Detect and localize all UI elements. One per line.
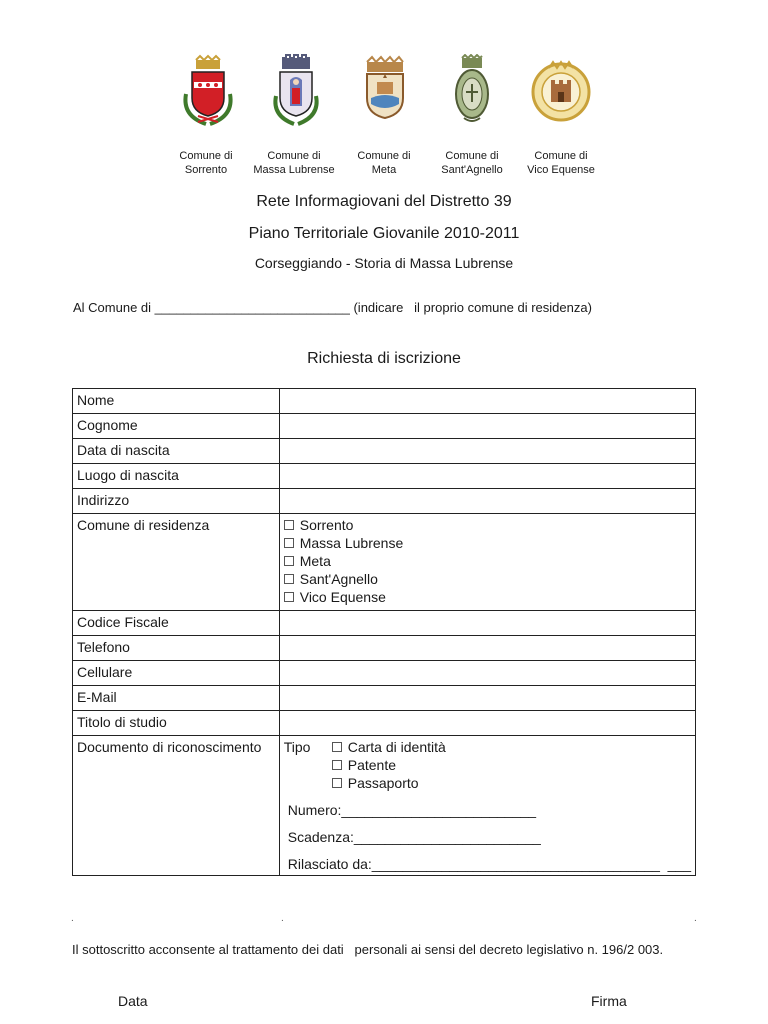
option-massa-lubrense[interactable]: Massa Lubrense	[284, 534, 691, 552]
document-type-options	[332, 738, 446, 792]
checkbox-icon[interactable]	[284, 574, 294, 584]
option-santagnello[interactable]: Sant'Agnello	[284, 570, 691, 588]
vico-equense-coat-of-arms	[529, 54, 593, 130]
crest-caption-vico-equense: Comune di Vico Equense	[527, 150, 595, 176]
label-comune-residenza: Comune di residenza	[73, 514, 280, 611]
registration-form	[72, 388, 696, 876]
label-titolo-studio: Titolo di studio	[73, 711, 280, 736]
network-title: Rete Informagiovani del Distretto 39	[256, 193, 512, 210]
table-edge-mark: .	[694, 913, 697, 924]
label-cellulare: Cellulare	[73, 661, 280, 686]
checkbox-icon[interactable]	[332, 778, 342, 788]
santagnello-coat-of-arms	[440, 54, 504, 130]
crest-caption-meta: Comune di Meta	[357, 150, 411, 176]
field-telefono[interactable]	[279, 636, 695, 661]
label-codice-fiscale: Codice Fiscale	[73, 611, 280, 636]
field-luogo-nascita[interactable]	[279, 464, 695, 489]
label-data-nascita: Data di nascita	[73, 439, 280, 464]
massa-lubrense-coat-of-arms	[264, 54, 328, 130]
table-edge-mark: .	[71, 913, 74, 924]
project-title: Corseggiando - Storia di Massa Lubrense	[254, 255, 514, 271]
field-comune-residenza	[279, 514, 695, 611]
label-documento: Documento di riconoscimento	[73, 736, 280, 876]
form-row-comune-residenza	[73, 514, 696, 611]
form-row-titolo-studio	[73, 711, 696, 736]
label-indirizzo: Indirizzo	[73, 489, 280, 514]
crest-caption-sorrento: Comune di Sorrento	[179, 150, 233, 176]
document-number-line[interactable]: Numero:_________________________	[287, 802, 537, 818]
field-cellulare[interactable]	[279, 661, 695, 686]
addressee-line: Al Comune di ___________________________ (indicare il proprio comune di residenza)	[73, 300, 592, 315]
option-vico-equense[interactable]: Vico Equense	[284, 588, 691, 606]
form-row-cellulare	[73, 661, 696, 686]
form-row-nome	[73, 389, 696, 414]
document-type-group	[284, 738, 691, 792]
field-indirizzo[interactable]	[279, 489, 695, 514]
label-email: E-Mail	[73, 686, 280, 711]
crest-caption-santagnello: Comune di Sant'Agnello	[441, 150, 503, 176]
plan-title: Piano Territoriale Giovanile 2010-2011	[248, 225, 520, 242]
meta-coat-of-arms	[353, 54, 417, 130]
table-edge-mark: .	[281, 913, 284, 924]
form-row-cognome	[73, 414, 696, 439]
label-tipo: Tipo	[283, 739, 311, 755]
field-codice-fiscale[interactable]	[279, 611, 695, 636]
label-nome: Nome	[73, 389, 280, 414]
option-patente[interactable]: Patente	[332, 756, 446, 774]
field-email[interactable]	[279, 686, 695, 711]
sorrento-coat-of-arms	[176, 54, 240, 130]
label-luogo-nascita: Luogo di nascita	[73, 464, 280, 489]
form-row-email	[73, 686, 696, 711]
option-passaporto[interactable]: Passaporto	[332, 774, 446, 792]
form-row-codice-fiscale	[73, 611, 696, 636]
label-cognome: Cognome	[73, 414, 280, 439]
option-carta-identita[interactable]: Carta di identità	[332, 738, 446, 756]
checkbox-icon[interactable]	[284, 520, 294, 530]
checkbox-icon[interactable]	[332, 760, 342, 770]
checkbox-icon[interactable]	[284, 538, 294, 548]
crest-caption-massa-lubrense: Comune di Massa Lubrense	[253, 150, 335, 176]
form-row-documento	[73, 736, 696, 876]
form-row-telefono	[73, 636, 696, 661]
option-sorrento[interactable]: Sorrento	[284, 516, 691, 534]
form-row-luogo-nascita	[73, 464, 696, 489]
checkbox-icon[interactable]	[332, 742, 342, 752]
privacy-consent-text: Il sottoscritto acconsente al trattamento dei dati personali ai sensi del decreto legislativo n. 196/2 003.	[72, 942, 664, 957]
form-row-data-nascita	[73, 439, 696, 464]
field-data-nascita[interactable]	[279, 439, 695, 464]
label-telefono: Telefono	[73, 636, 280, 661]
document-expiry-line[interactable]: Scadenza:________________________	[287, 829, 541, 845]
date-label: Data	[118, 993, 148, 1009]
field-cognome[interactable]	[279, 414, 695, 439]
option-meta[interactable]: Meta	[284, 552, 691, 570]
signature-label: Firma	[591, 993, 627, 1009]
form-row-indirizzo	[73, 489, 696, 514]
checkbox-icon[interactable]	[284, 556, 294, 566]
section-title: Richiesta di iscrizione	[307, 350, 461, 367]
checkbox-icon[interactable]	[284, 592, 294, 602]
document-issuer-line[interactable]: Rilasciato da:_____________________________________ ___	[287, 856, 691, 872]
field-titolo-studio[interactable]	[279, 711, 695, 736]
field-documento	[279, 736, 695, 876]
field-nome[interactable]	[279, 389, 695, 414]
